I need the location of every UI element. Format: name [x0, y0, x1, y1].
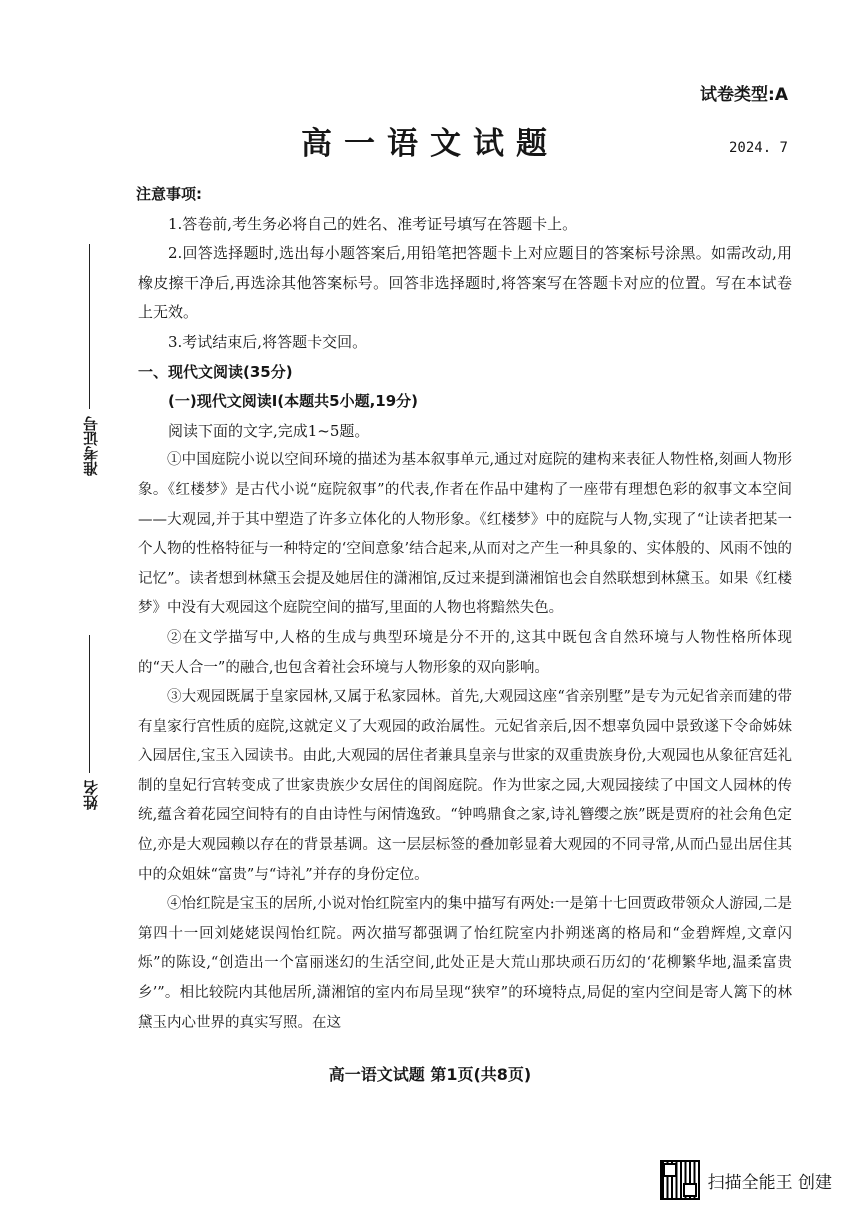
qr-code-icon	[660, 1160, 700, 1200]
reading-instruction: 阅读下面的文字,完成1~5题。	[168, 421, 370, 440]
exam-id-field	[70, 244, 110, 494]
section-subheading: (一)现代文阅读Ⅰ(本题共5小题,19分)	[168, 392, 419, 411]
passage-paragraph: ③大观园既属于皇家园林,又属于私家园林。首先,大观园这座“省亲别墅”是专为元妃省亲而建的带有皇家行宫性质的庭院,这就定义了大观园的政治属性。元妃省亲后,因不想辜负园中景致遂下令命姊妹入园居住,宝玉入园读书。由此,大观园的居住者兼具皇亲与世家的双重贵族身份,大观园也从象征宫廷礼制的皇妃行宫转变成了世家贵族少女居住的闺阁庭院。作为世家之园,大观园接续了中国文人园林的传统,蕴含着花园空间特有的自由诗性与闲情逸致。“钟鸣鼎食之家,诗礼簪缨之族”既是贾府的社会角色定位,亦是大观园赖以存在的背景基调。这一层层标签的叠加彰显着大观园的不同寻常,从而凸显出居住其中的众姐妹“富贵”与“诗礼”并存的身份定位。	[138, 689, 792, 883]
name-line	[89, 635, 90, 773]
watermark-text: 扫描全能王 创建	[707, 1172, 832, 1193]
paper-type: 试卷类型:A	[700, 85, 788, 105]
passage-paragraph: ②在文学描写中,人格的生成与典型环境是分不开的,这其中既包含自然环境与人物性格所体现的“天人合一”的融合,也包含着社会环境与人物形象的双向影响。	[138, 629, 792, 676]
passage-paragraph: ①中国庭院小说以空间环境的描述为基本叙事单元,通过对庭院的建构来表征人物性格,刻画人物形象。《红楼梦》是古代小说“庭院叙事”的代表,作者在作品中建构了一座带有理想色彩的叙事文本空间——大观园,并于其中塑造了许多立体化的人物形象。《红楼梦》中的庭院与人物,实现了“让读者把某一个人物的性格特征与一种特定的‘空间意象’结合起来,从而对之产生一种具象的、实体般的、风雨不蚀的记忆”。读者想到林黛玉会提及她居住的潇湘馆,反过来提到潇湘馆也会自然联想到林黛玉。如果《红楼梦》中没有大观园这个庭院空间的描写,里面的人物也将黯然失色。	[138, 452, 792, 617]
exam-id-label: 准考证号	[82, 416, 100, 476]
exam-date: 2024. 7	[728, 140, 788, 156]
exam-id-line	[89, 244, 90, 409]
section-heading: 一、现代文阅读(35分)	[138, 362, 293, 381]
scanner-watermark	[660, 1160, 832, 1200]
notice-item: 2.回答选择题时,选出每小题答案后,用铅笔把答题卡上对应题目的答案标号涂黑。如需改动,用橡皮擦干净后,再选涂其他答案标号。回答非选择题时,将答案写在答题卡对应的位置。写在本试卷上无效。	[138, 244, 792, 322]
page-footer: 高一语文试题 第1页(共8页)	[328, 1065, 532, 1084]
name-label: 姓名	[82, 780, 100, 810]
page-title: 高一语文试题	[301, 126, 559, 162]
notice-item: 1.答卷前,考生务必将自己的姓名、准考证号填写在答题卡上。	[168, 214, 578, 233]
page-content	[138, 180, 792, 1038]
passage-paragraph: ④怡红院是宝玉的居所,小说对怡红院室内的集中描写有两处:一是第十七回贾政带领众人游园,二是第四十一回刘姥姥误闯怡红院。两次描写都强调了怡红院室内扑朔迷离的格局和“金碧辉煌,文章闪烁”的陈设,“创造出一个富丽迷幻的生活空间,此处正是大荒山那块顽石历幻的‘花柳繁华地,温柔富贵乡’”。相比较院内其他居所,潇湘馆的室内布局呈现“狭窄”的环境特点,局促的室内空间是寄人篱下的林黛玉内心世界的真实写照。在这	[138, 896, 792, 1031]
name-field	[70, 635, 110, 825]
notice-heading: 注意事项:	[136, 185, 202, 203]
notice-item: 3.考试结束后,将答题卡交回。	[168, 332, 368, 351]
